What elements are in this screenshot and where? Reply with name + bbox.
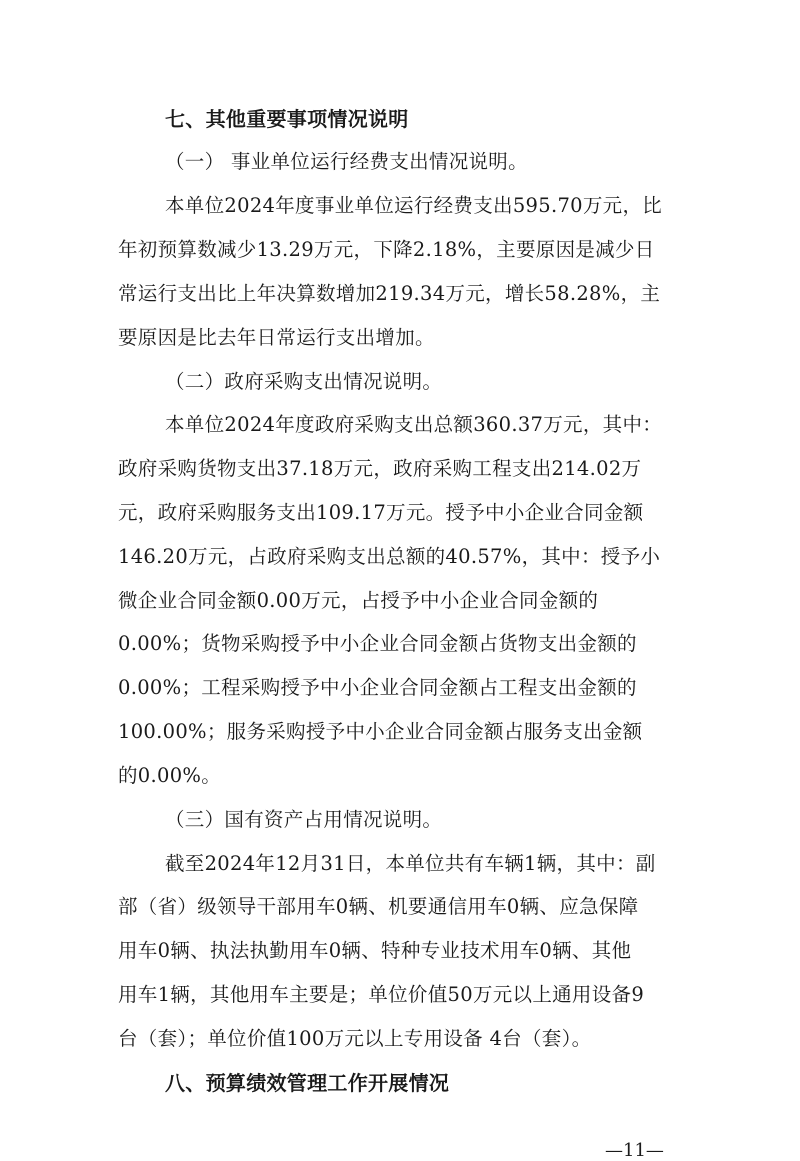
subsection-heading-1: （一） 事业单位运行经费支出情况说明。 xyxy=(165,150,528,173)
paragraph-line: 的0.00%。 xyxy=(118,764,222,787)
section-heading-7: 七、其他重要事项情况说明 xyxy=(165,107,409,131)
paragraph-line: 本单位2024年度事业单位运行经费支出595.70万元，比 xyxy=(165,194,663,217)
paragraph-line: 100.00%；服务采购授予中小企业合同金额占服务支出金额 xyxy=(118,720,643,743)
paragraph-line: 政府采购货物支出37.18万元，政府采购工程支出214.02万 xyxy=(118,457,642,480)
subsection-heading-3: （三）国有资产占用情况说明。 xyxy=(165,808,443,831)
paragraph-line: 146.20万元，占政府采购支出总额的40.57%，其中：授予小 xyxy=(118,545,661,568)
paragraph-line: 用车0辆、执法执勤用车0辆、特种专业技术用车0辆、其他 xyxy=(118,939,632,962)
paragraph-line: 元，政府采购服务支出109.17万元。授予中小企业合同金额 xyxy=(118,501,644,524)
paragraph-line: 要原因是比去年日常运行支出增加。 xyxy=(118,326,435,349)
paragraph-line: 用车1辆，其他用车主要是；单位价值50万元以上通用设备9 xyxy=(118,983,645,1006)
paragraph-line: 常运行支出比上年决算数增加219.34万元，增长58.28%，主 xyxy=(118,282,661,305)
section-heading-8: 八、预算绩效管理工作开展情况 xyxy=(165,1071,450,1095)
paragraph-line: 截至2024年12月31日，本单位共有车辆1辆，其中：副 xyxy=(165,852,656,875)
paragraph-line: 台（套）；单位价值100万元以上专用设备 4台（套）。 xyxy=(118,1027,592,1050)
paragraph-line: 年初预算数减少13.29万元，下降2.18%，主要原因是减少日 xyxy=(118,238,655,261)
paragraph-line: 0.00%；工程采购授予中小企业合同金额占工程支出金额的 xyxy=(118,676,637,699)
paragraph-line: 0.00%；货物采购授予中小企业合同金额占货物支出金额的 xyxy=(118,632,637,655)
subsection-heading-2: （二）政府采购支出情况说明。 xyxy=(165,370,443,393)
paragraph-line: 部（省）级领导干部用车0辆、机要通信用车0辆、应急保障 xyxy=(118,895,639,918)
paragraph-line: 本单位2024年度政府采购支出总额360.37万元，其中： xyxy=(165,413,663,436)
page-number: —11— xyxy=(605,1140,664,1161)
paragraph-line: 微企业合同金额0.00万元，占授予中小企业合同金额的 xyxy=(118,589,599,612)
